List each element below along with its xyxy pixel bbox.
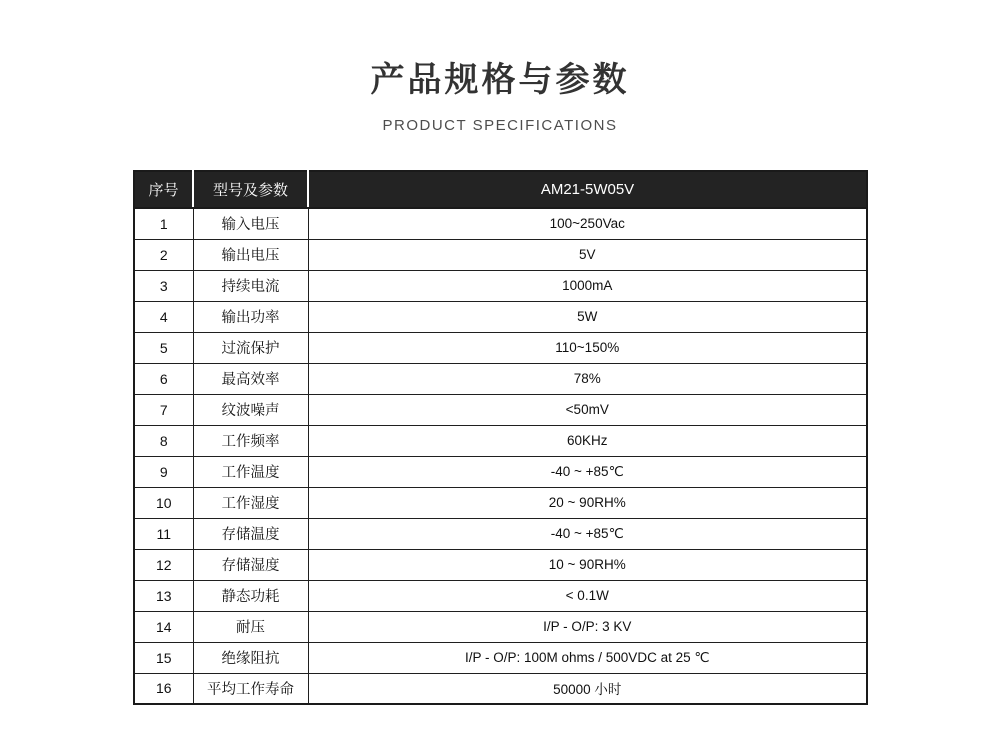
row-value-cell: <50mV xyxy=(308,394,867,425)
table-row xyxy=(134,580,867,611)
table-row xyxy=(134,456,867,487)
row-index-cell: 10 xyxy=(134,487,193,518)
table-row xyxy=(134,611,867,642)
row-param-cell: 最高效率 xyxy=(193,363,308,394)
row-param-cell: 纹波噪声 xyxy=(193,394,308,425)
table-row xyxy=(134,549,867,580)
row-param-cell: 工作温度 xyxy=(193,456,308,487)
row-param-cell: 过流保护 xyxy=(193,332,308,363)
table-row xyxy=(134,394,867,425)
row-param-cell: 平均工作寿命 xyxy=(193,673,308,704)
row-value-cell: 1000mA xyxy=(308,270,867,301)
table-row xyxy=(134,270,867,301)
table-row xyxy=(134,673,867,704)
page-title: 产品规格与参数 xyxy=(370,61,630,99)
table-row xyxy=(134,487,867,518)
row-param-cell: 静态功耗 xyxy=(193,580,308,611)
row-value-cell: < 0.1W xyxy=(308,580,867,611)
row-index-cell: 3 xyxy=(134,270,193,301)
row-param-cell: 输入电压 xyxy=(193,208,308,239)
row-value-cell: 110~150% xyxy=(308,332,867,363)
row-value-cell: I/P - O/P: 3 KV xyxy=(308,611,867,642)
title-block xyxy=(0,52,1000,134)
table-row xyxy=(134,518,867,549)
row-index-cell: 9 xyxy=(134,456,193,487)
row-index-cell: 13 xyxy=(134,580,193,611)
header-cell-model: AM21-5W05V xyxy=(308,171,867,208)
header-cell-index: 序号 xyxy=(134,171,193,208)
row-index-cell: 1 xyxy=(134,208,193,239)
table-row xyxy=(134,208,867,239)
row-param-cell: 工作频率 xyxy=(193,425,308,456)
row-value-cell: 10 ~ 90RH% xyxy=(308,549,867,580)
row-index-cell: 7 xyxy=(134,394,193,425)
row-index-cell: 12 xyxy=(134,549,193,580)
row-param-cell: 存储湿度 xyxy=(193,549,308,580)
row-param-cell: 耐压 xyxy=(193,611,308,642)
row-index-cell: 4 xyxy=(134,301,193,332)
table-row xyxy=(134,363,867,394)
row-index-cell: 2 xyxy=(134,239,193,270)
row-param-cell: 输出功率 xyxy=(193,301,308,332)
row-index-cell: 16 xyxy=(134,673,193,704)
row-index-cell: 14 xyxy=(134,611,193,642)
header-cell-param: 型号及参数 xyxy=(193,171,308,208)
row-index-cell: 8 xyxy=(134,425,193,456)
row-index-cell: 6 xyxy=(134,363,193,394)
spec-table-container xyxy=(133,170,866,705)
row-param-cell: 输出电压 xyxy=(193,239,308,270)
spec-table-header xyxy=(134,171,867,208)
row-param-cell: 持续电流 xyxy=(193,270,308,301)
row-param-cell: 存储温度 xyxy=(193,518,308,549)
row-value-cell: 5V xyxy=(308,239,867,270)
row-index-cell: 5 xyxy=(134,332,193,363)
row-value-cell: 50000 小时 xyxy=(308,673,867,704)
row-value-cell: 20 ~ 90RH% xyxy=(308,487,867,518)
row-value-cell: -40 ~ +85℃ xyxy=(308,518,867,549)
table-row xyxy=(134,301,867,332)
row-value-cell: I/P - O/P: 100M ohms / 500VDC at 25 ℃ xyxy=(308,642,867,673)
table-row xyxy=(134,239,867,270)
row-value-cell: -40 ~ +85℃ xyxy=(308,456,867,487)
table-row xyxy=(134,642,867,673)
row-index-cell: 11 xyxy=(134,518,193,549)
row-value-cell: 5W xyxy=(308,301,867,332)
spec-table xyxy=(133,170,868,705)
header-row xyxy=(134,171,867,208)
row-value-cell: 78% xyxy=(308,363,867,394)
row-param-cell: 工作湿度 xyxy=(193,487,308,518)
row-value-cell: 100~250Vac xyxy=(308,208,867,239)
table-row xyxy=(134,425,867,456)
row-param-cell: 绝缘阻抗 xyxy=(193,642,308,673)
page-subtitle: PRODUCT SPECIFICATIONS xyxy=(382,117,618,134)
spec-table-body xyxy=(134,208,867,704)
table-row xyxy=(134,332,867,363)
row-index-cell: 15 xyxy=(134,642,193,673)
row-value-cell: 60KHz xyxy=(308,425,867,456)
